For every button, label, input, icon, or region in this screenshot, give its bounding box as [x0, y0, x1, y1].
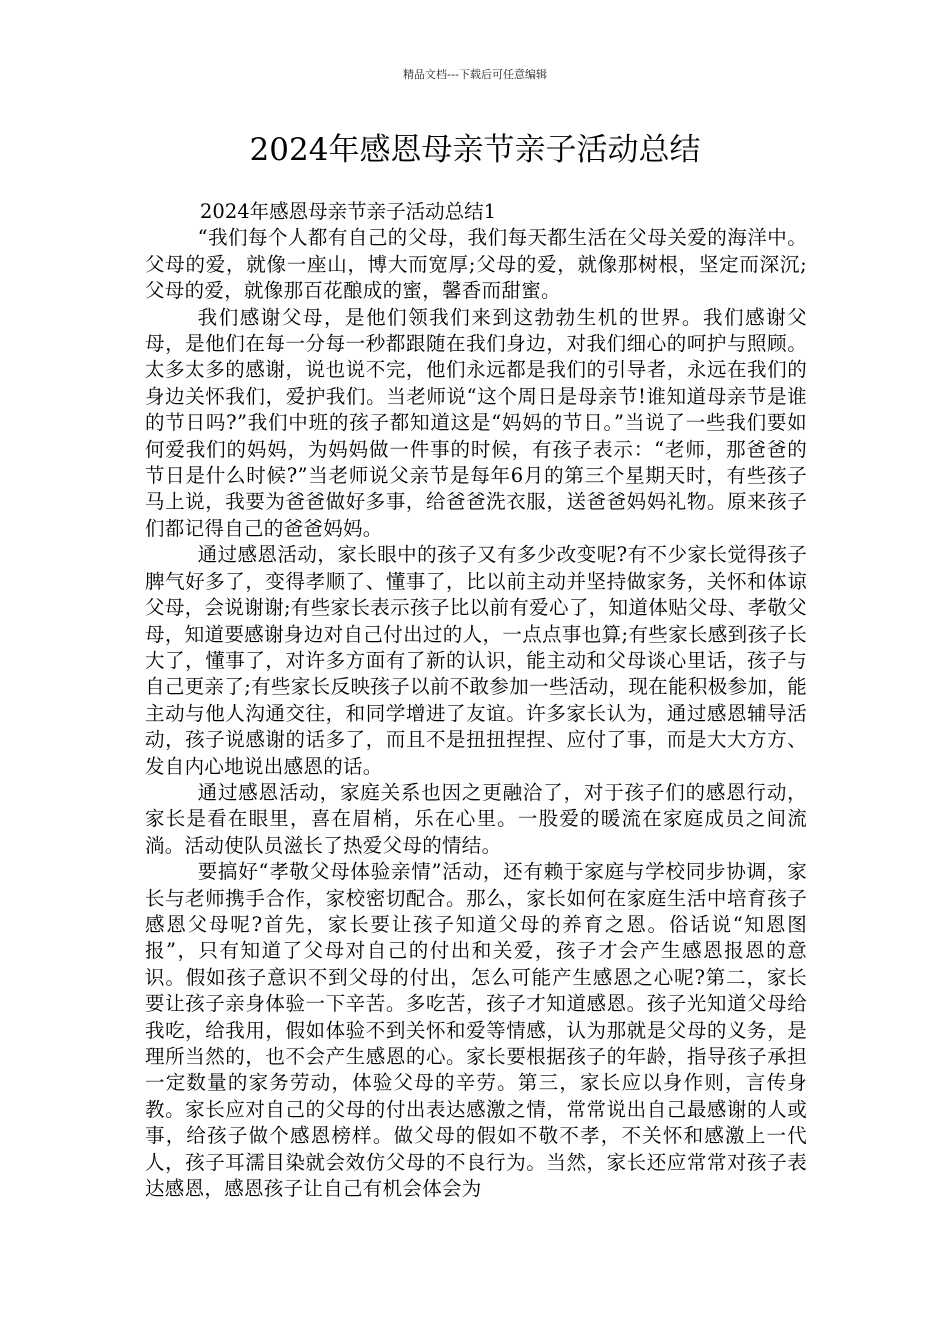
paragraph-4: 通过感恩活动，家庭关系也因之更融洽了，对于孩子们的感恩行动，家长是看在眼里，喜在眉梢，乐在心里。一股爱的暖流在家庭成员之间流淌。活动使队员滋长了热爱父母的情结。	[145, 780, 807, 857]
document-title: 2024年感恩母亲节亲子活动总结	[249, 132, 701, 168]
paragraph-5: 要搞好“孝敬父母体验亲情”活动，还有赖于家庭与学校同步协调，家长与老师携手合作，家校密切配合。那么，家长如何在家庭生活中培育孩子感恩父母呢?首先，家长要让孩子知道父母的养育之恩。俗话说“知恩图报”，只有知道了父母对自己的付出和关爱，孩子才会产生感恩报恩的意识。假如孩子意识不到父母的付出，怎么可能产生感恩之心呢?第二，家长要让孩子亲身体验一下辛苦。多吃苦，孩子才知道感恩。孩子光知道父母给我吃，给我用，假如体验不到关怀和爱等情感，认为那就是父母的义务，是理所当然的，也不会产生感恩的心。家长要根据孩子的年龄，指导孩子承担一定数量的家务劳动，体验父母的辛劳。第三，家长应以身作则，言传身教。家长应对自己的父母的付出表达感激之情，常常说出自己最感谢的人或事，给孩子做个感恩榜样。做父母的假如不敬不孝，不关怀和感激上一代人，孩子耳濡目染就会效仿父母的不良行为。当然，家长还应常常对孩子表达感恩，感恩孩子让自己有机会体会为	[145, 860, 807, 1201]
paragraph-1: “我们每个人都有自己的父母，我们每天都生活在父母关爱的海洋中。父母的爱，就像一座山，博大而宽厚;父母的爱，就像那树根，坚定而深沉;父母的爱，就像那百花酿成的蜜，馨香而甜蜜。	[145, 226, 807, 303]
paragraph-2: 我们感谢父母，是他们领我们来到这勃勃生机的世界。我们感谢父母，是他们在每一分每一秒都跟随在我们身边，对我们细心的呵护与照顾。太多太多的感谢，说也说不完，他们永远都是我们的引导者，永远在我们的身边关怀我们，爱护我们。当老师说“这个周日是母亲节!谁知道母亲节是谁的节日吗?”我们中班的孩子都知道这是“妈妈的节日。”当说了一些我们要如何爱我们的妈妈，为妈妈做一件事的时候，有孩子表示：“老师，那爸爸的节日是什么时候?”当老师说父亲节是每年6月的第三个星期天时，有些孩子马上说，我要为爸爸做好多事，给爸爸洗衣服，送爸爸妈妈礼物。原来孩子们都记得自己的爸爸妈妈。	[145, 305, 807, 540]
page-header: 精品文档---下载后可任意编辑	[403, 68, 547, 81]
document-body	[145, 199, 807, 1202]
section-subtitle: 2024年感恩母亲节亲子活动总结1	[200, 200, 497, 223]
paragraph-3: 通过感恩活动，家长眼中的孩子又有多少改变呢?有不少家长觉得孩子脾气好多了，变得孝顺了、懂事了，比以前主动并坚持做家务，关怀和体谅父母，会说谢谢;有些家长表示孩子比以前有爱心了，知道体贴父母、孝敬父母，知道要感谢身边对自己付出过的人，一点点事也算;有些家长感到孩子长大了，懂事了，对许多方面有了新的认识，能主动和父母谈心里话，孩子与自己更亲了;有些家长反映孩子以前不敢参加一些活动，现在能积极参加，能主动与他人沟通交往，和同学增进了友谊。许多家长认为，通过感恩辅导活动，孩子说感谢的话多了，而且不是扭扭捏捏、应付了事，而是大大方方、发自内心地说出感恩的话。	[145, 543, 807, 778]
